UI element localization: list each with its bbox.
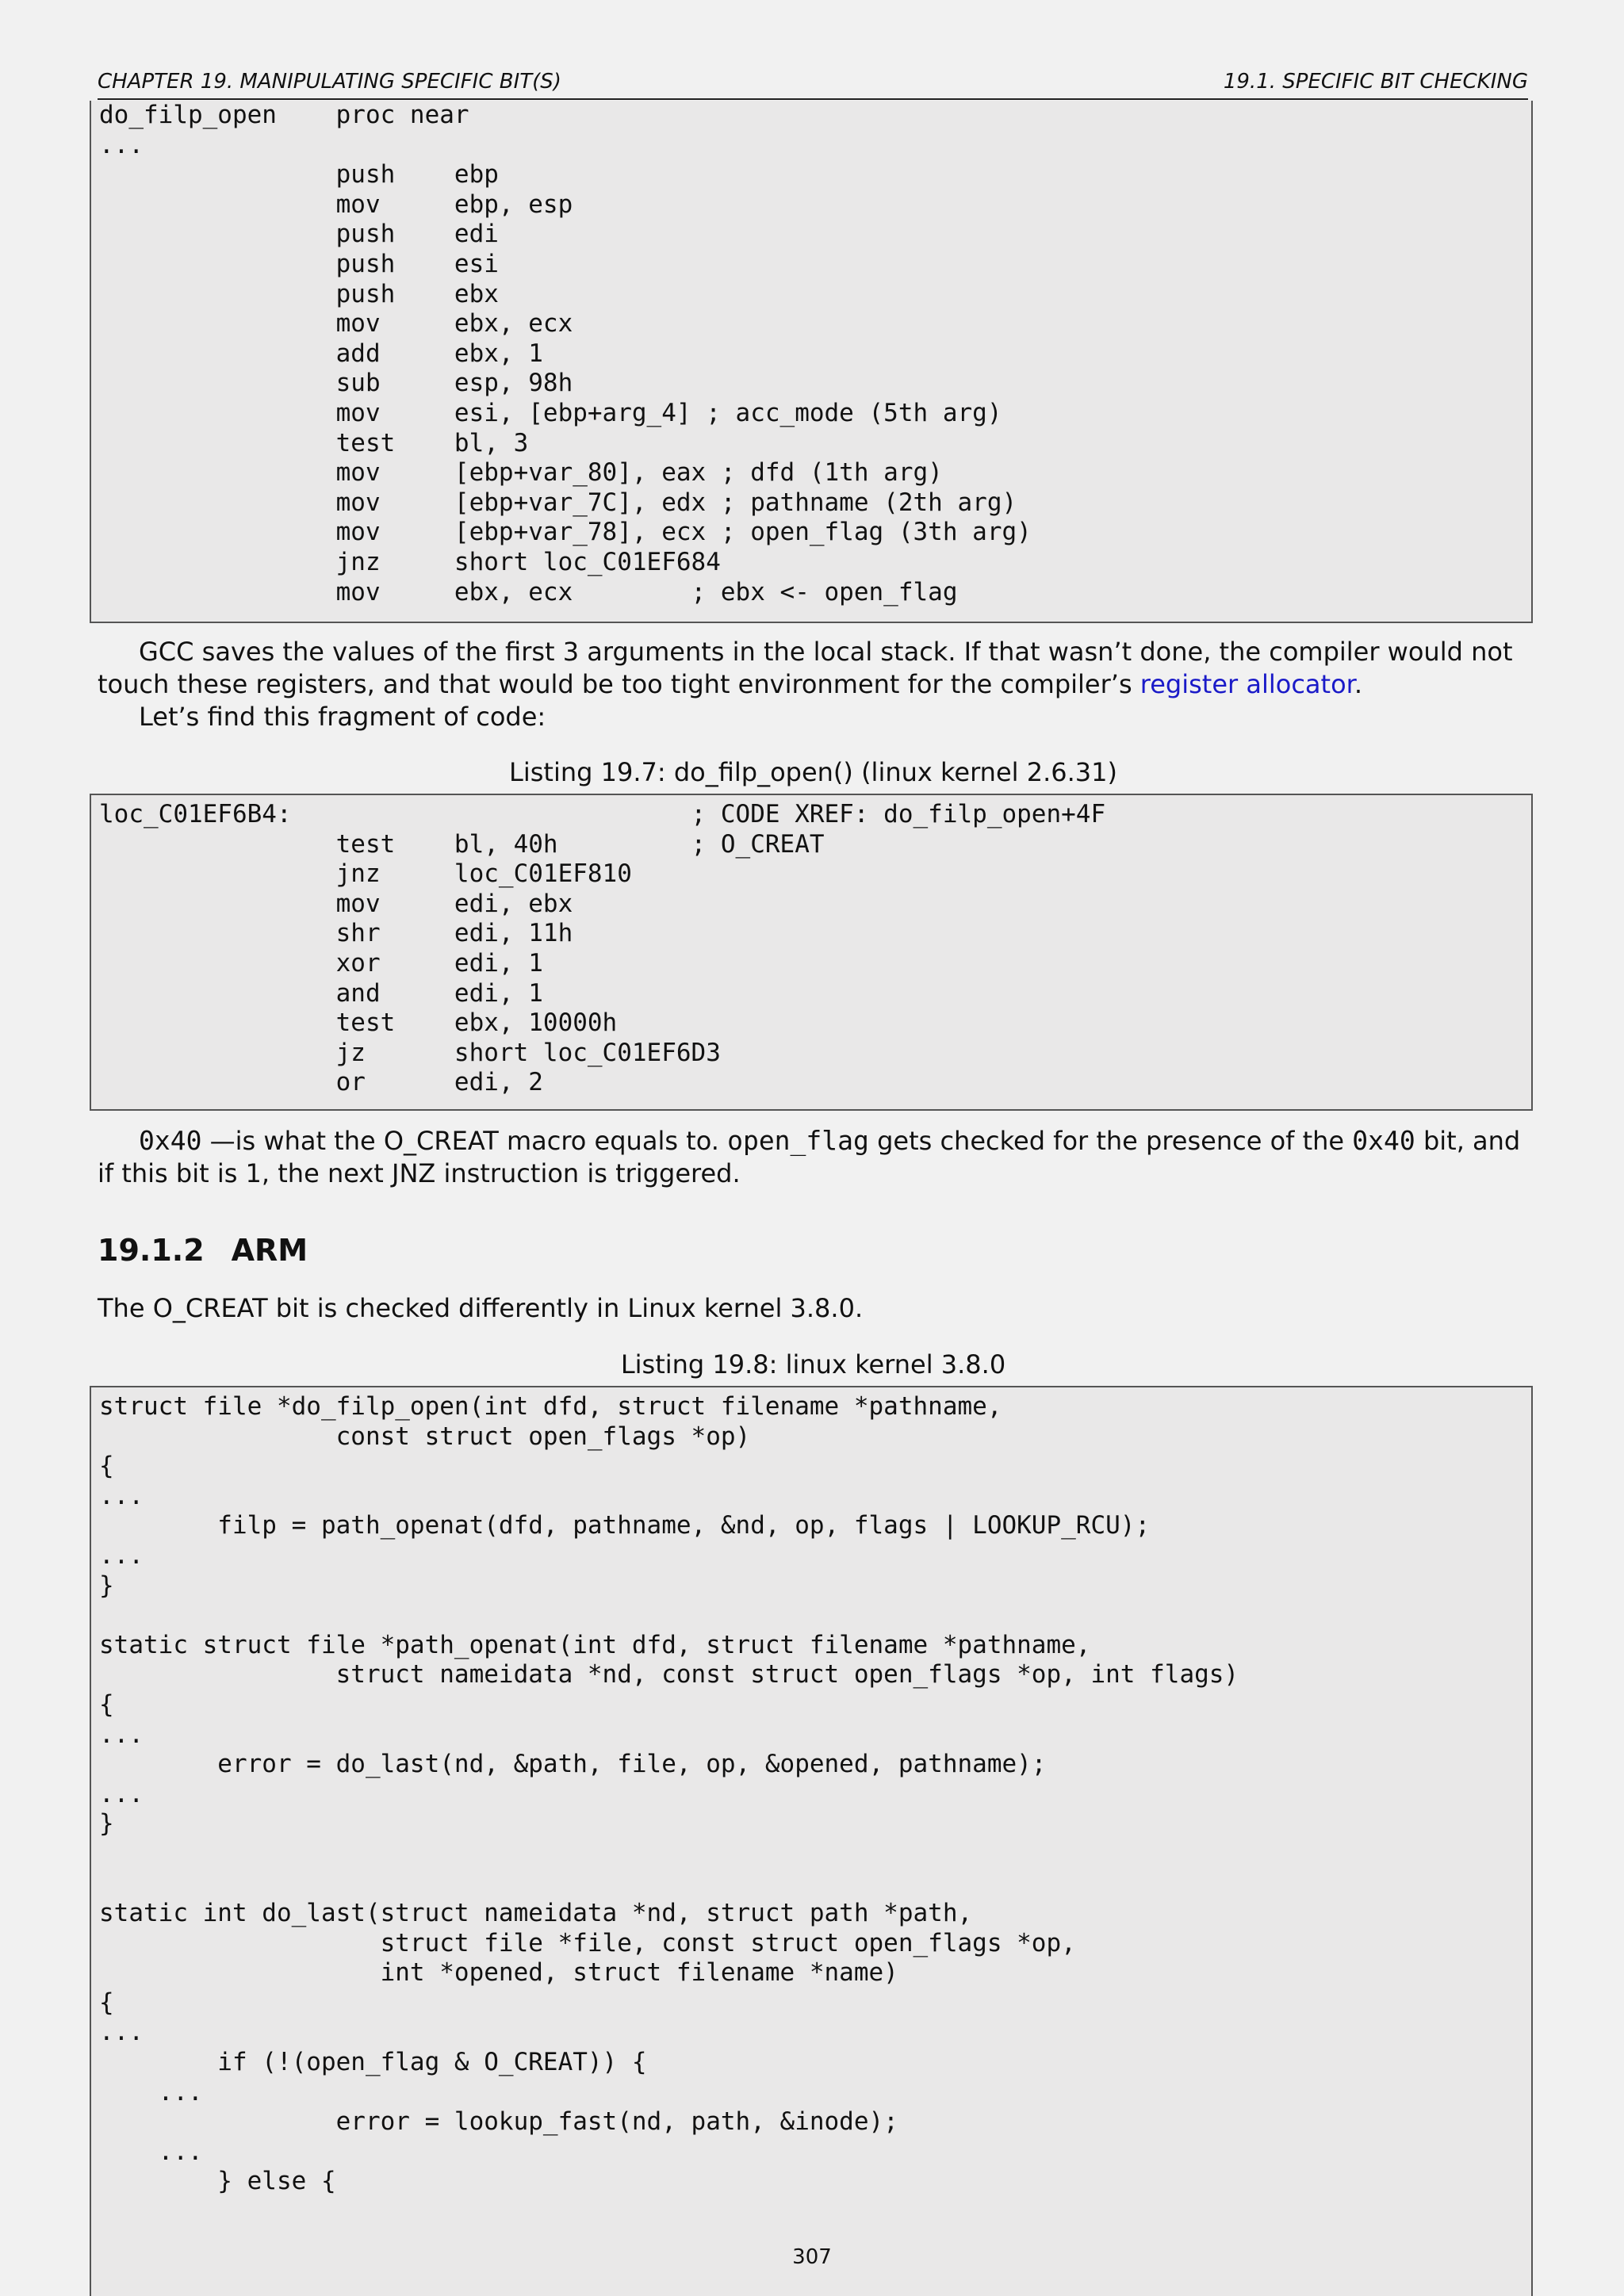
code-block: do_filp_open proc near ... push ebp mov ebp, esp push edi push esi push ebx mov ebx, ecx add ebx, 1 sub esp, 98h mov esi, [ebp+arg_4] ; acc_mode (5th arg) test bl, 3 mov [ebp+var_80], eax ; dfd (1th arg) mov [ebp+var_7C], edx ; pathname (2th arg) mov [ebp+var_78], ecx ; open_flag (3th arg) jnz short loc_C01EF684 mov ebx, ecx ; ebx <- open_flag (99, 101, 1032, 607)
paragraph-find-fragment (98, 701, 1529, 733)
paragraph-text: Let’s find this fragment of code: (139, 702, 546, 732)
code-block: struct file *do_filp_open(int dfd, struct filename *pathname, const struct open_flags *op) { ... filp = path_openat(dfd, pathname, &nd, op, flags | LOOKUP_RCU); ... } static struct file *path_openat(int dfd, struct filename *pathname, struct nameidata *nd, const struct open_flags *op, int flags) { ... error = do_last(nd, &path, file, op, &opened, pathname); ... } static int do_last(struct nameidata *nd, struct path *path, struct file *file, const struct open_flags *op, int *opened, struct filename *name) { ... if (!(open_flag & O_CREAT)) { ... error = lookup_fast(nd, path, &inode); ... } else { (99, 1392, 1239, 2196)
chapter-title: CHAPTER 19. MANIPULATING SPECIFIC BIT(S) (98, 70, 561, 94)
paragraph-text: macro equals to. (498, 1126, 728, 1156)
paragraph-text: bit, and if this bit is 1, the next (98, 1126, 1521, 1188)
listing-caption-19-7: Listing 19.7: do_filp_open() (linux kernel 2.6.31) (509, 757, 1117, 787)
section-heading (98, 1233, 308, 1268)
page-number: 307 (792, 2245, 832, 2269)
register-allocator-link[interactable]: register allocator (1139, 669, 1354, 699)
inline-code: O_CREAT (152, 1293, 268, 1323)
code-listing-19-8 (90, 1386, 1533, 2296)
code-listing-asm-prologue (90, 101, 1533, 623)
inline-code: JNZ (392, 1158, 436, 1188)
listing-caption-19-8: Listing 19.8: linux kernel 3.8.0 (620, 1349, 1006, 1380)
paragraph-text: —is what the (201, 1126, 384, 1156)
paragraph-o-creat-explanation (98, 1124, 1529, 1190)
inline-code: open_flag (727, 1125, 869, 1156)
inline-code: 0x40 (139, 1125, 202, 1156)
paragraph-text-end: . (1354, 669, 1363, 699)
paragraph-text: gets checked for the presence of the (868, 1126, 1353, 1156)
paragraph-text: bit is checked differently in Linux kernel 3.8.0. (267, 1293, 864, 1323)
paragraph-text: instruction is triggered. (435, 1158, 741, 1188)
paragraph-text: GCC saves the values of the first 3 arguments in the local stack. If that wasn’t done, the compiler would not touch these registers, and that would be too tight environment for the compiler’s (98, 637, 1513, 699)
code-block: loc_C01EF6B4: ; CODE XREF: do_filp_open+4F test bl, 40h ; O_CREAT jnz loc_C01EF810 mov edi, ebx shr edi, 11h xor edi, 1 and edi, 1 test ebx, 10000h jz short loc_C01EF6D3 or edi, 2 (99, 800, 1106, 1097)
section-title: 19.1. SPECIFIC BIT CHECKING (1223, 70, 1528, 94)
inline-code: O_CREAT (383, 1126, 499, 1156)
code-listing-19-7 (90, 794, 1533, 1111)
paragraph-arm-intro (98, 1292, 1529, 1325)
running-header (98, 68, 1528, 100)
paragraph-gcc-saves (98, 636, 1529, 701)
inline-code: 0x40 (1352, 1125, 1415, 1156)
section-name: ARM (231, 1233, 308, 1268)
paragraph-text: The (98, 1293, 153, 1323)
section-number: 19.1.2 (98, 1233, 205, 1268)
